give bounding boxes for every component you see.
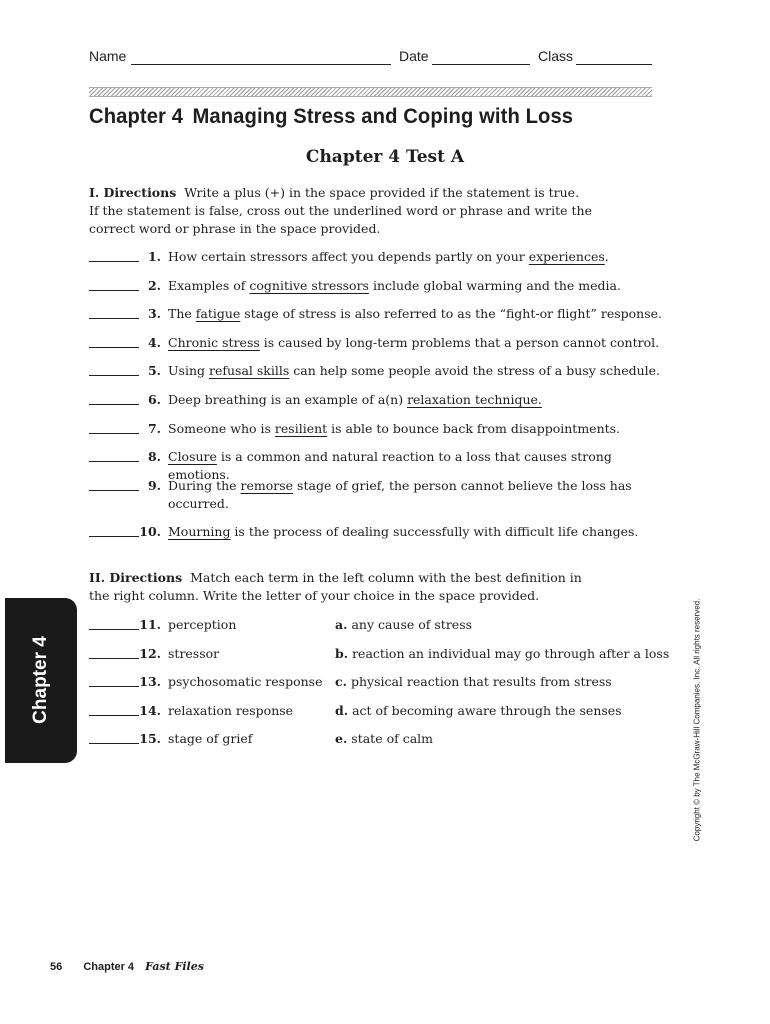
date-label: Date [399, 48, 429, 64]
answer-blank[interactable] [89, 536, 139, 537]
answer-blank[interactable] [89, 461, 139, 462]
item-number: 14. [139, 703, 161, 718]
question-text [168, 523, 663, 541]
definition [335, 645, 669, 663]
footer-chapter: Chapter 4 [83, 961, 135, 973]
class-label: Class [538, 48, 574, 64]
question-text-before: Deep breathing is an example of a(n) [168, 392, 408, 407]
question-text-after: . [604, 249, 609, 264]
question-text [168, 334, 663, 352]
answer-blank[interactable] [89, 743, 139, 744]
underlined-phrase: refusal skills [208, 363, 290, 378]
question-text [168, 305, 663, 323]
copyright-notice [692, 598, 709, 842]
answer-blank[interactable] [89, 318, 139, 319]
answer-blank[interactable] [89, 490, 139, 491]
answer-blank[interactable] [89, 686, 139, 687]
footer [50, 960, 204, 973]
question-number: 6. [147, 392, 161, 407]
question-row [89, 248, 669, 268]
definition-letter: b. [335, 646, 349, 661]
question-text-before: How certain stressors affect you depends partly on your [168, 249, 529, 264]
definition-text: state of calm [351, 731, 434, 746]
question-number: 3. [147, 306, 161, 321]
question-row [89, 391, 669, 411]
term: stage of grief [168, 731, 253, 746]
chapter-prefix: Chapter 4 [89, 104, 184, 128]
section2-directions-line1: Match each term in the left column with the best definition in [190, 570, 582, 585]
definition-text: physical reaction that results from stress [350, 674, 612, 689]
matching-row [89, 702, 669, 722]
definition-text: act of becoming aware through the senses [352, 703, 622, 718]
section1-directions-line1: Write a plus (+) in the space provided if the statement is true. [184, 185, 580, 200]
page-number: 56 [50, 961, 63, 973]
section2-heading: II. Directions [89, 570, 183, 585]
name-label: Name [89, 48, 127, 64]
question-text [168, 248, 663, 266]
answer-blank[interactable] [89, 715, 139, 716]
answer-blank[interactable] [89, 629, 139, 630]
matching-row [89, 645, 669, 665]
underlined-phrase: Chronic stress [168, 335, 260, 350]
section1-directions-line3: correct word or phrase in the space provided. [89, 221, 381, 236]
question-number: 7. [147, 421, 161, 436]
definition-letter: a. [335, 617, 348, 632]
question-row [89, 305, 669, 325]
chapter-title [89, 104, 573, 129]
test-title: Chapter 4 Test A [305, 147, 465, 167]
question-text-before: Someone who is [168, 421, 275, 436]
copyright-text: Copyright © by The McGraw-Hill Companies, Inc. All rights reserved. [692, 598, 702, 842]
term: perception [168, 617, 237, 632]
side-tab-label: Chapter 4 [30, 636, 51, 724]
footer-book: Fast Files [145, 960, 204, 973]
question-text-before: The [168, 306, 196, 321]
question-text [168, 277, 663, 295]
question-row [89, 362, 669, 382]
underlined-phrase: Mourning [168, 524, 231, 539]
question-number: 10. [139, 524, 161, 539]
item-number: 11. [139, 617, 161, 632]
chapter-side-tab [5, 598, 77, 763]
question-text [168, 391, 663, 409]
question-row [89, 334, 669, 354]
term: relaxation response [168, 703, 294, 718]
section1-directions [89, 184, 609, 238]
item-number: 12. [139, 646, 161, 661]
question-row [89, 523, 669, 543]
question-text-after: is the process of dealing successfully with difficult life changes. [230, 524, 639, 539]
answer-blank[interactable] [89, 433, 139, 434]
section2-directions-line2: the right column. Write the letter of your choice in the space provided. [89, 588, 540, 603]
term: psychosomatic response [168, 674, 323, 689]
answer-blank[interactable] [89, 261, 139, 262]
section2-directions [89, 569, 609, 605]
answer-blank[interactable] [89, 658, 139, 659]
question-text [168, 362, 663, 380]
definition-text: any cause of stress [351, 617, 473, 632]
item-number: 13. [139, 674, 161, 689]
answer-blank[interactable] [89, 404, 139, 405]
underlined-phrase: fatigue [195, 306, 241, 321]
question-text-line2: occurred. [168, 496, 229, 511]
question-text-before: Using [168, 363, 209, 378]
question-row [89, 477, 669, 515]
question-text-after: is a common and natural reaction to a loss that causes strong emotions. [168, 449, 612, 482]
question-number: 1. [147, 249, 161, 264]
definition [335, 702, 622, 720]
question-text-after: include global warming and the media. [368, 278, 621, 293]
underlined-phrase: remorse [240, 478, 294, 493]
date-field[interactable] [432, 64, 530, 65]
question-number: 4. [147, 335, 161, 350]
question-text-before: During the [168, 478, 241, 493]
matching-row [89, 673, 669, 693]
item-number: 15. [139, 731, 161, 746]
answer-blank[interactable] [89, 290, 139, 291]
question-number: 8. [147, 449, 161, 464]
answer-blank[interactable] [89, 375, 139, 376]
header-fields [89, 48, 652, 70]
underlined-phrase: resilient [274, 421, 328, 436]
definition-letter: c. [335, 674, 347, 689]
definition-text: reaction an individual may go through after a loss [352, 646, 670, 661]
chapter-name: Managing Stress and Coping with Loss [192, 104, 574, 128]
definition [335, 616, 472, 634]
question-text-after: can help some people avoid the stress of a busy schedule. [289, 363, 661, 378]
question-text [168, 477, 663, 513]
question-row [89, 448, 669, 482]
matching-row [89, 730, 669, 750]
question-text-after: stage of grief, the person cannot believe the loss has [293, 478, 632, 493]
question-number: 2. [147, 278, 161, 293]
definition [335, 730, 433, 748]
question-number: 5. [147, 363, 161, 378]
question-row [89, 420, 669, 440]
class-field[interactable] [576, 64, 652, 65]
underlined-phrase: experiences [528, 249, 605, 264]
definition-letter: d. [335, 703, 349, 718]
underlined-phrase: cognitive stressors [249, 278, 369, 293]
matching-row [89, 616, 669, 636]
term: stressor [168, 646, 220, 661]
question-text [168, 420, 663, 438]
answer-blank[interactable] [89, 347, 139, 348]
question-text-after: is able to bounce back from disappointments. [327, 421, 621, 436]
underlined-phrase: Closure [168, 449, 217, 464]
question-text-before: Examples of [168, 278, 250, 293]
question-text-after: stage of stress is also referred to as the “fight-or flight” response. [240, 306, 663, 321]
question-text-after: is caused by long-term problems that a person cannot control. [259, 335, 660, 350]
name-field[interactable] [131, 64, 391, 65]
section1-directions-line2: If the statement is false, cross out the underlined word or phrase and write the [89, 203, 592, 218]
section1-heading: I. Directions [89, 185, 177, 200]
definition [335, 673, 612, 691]
question-row [89, 277, 669, 297]
header-rule [89, 87, 652, 97]
question-number: 9. [147, 478, 161, 493]
underlined-phrase: relaxation technique. [407, 392, 542, 407]
definition-letter: e. [335, 731, 348, 746]
